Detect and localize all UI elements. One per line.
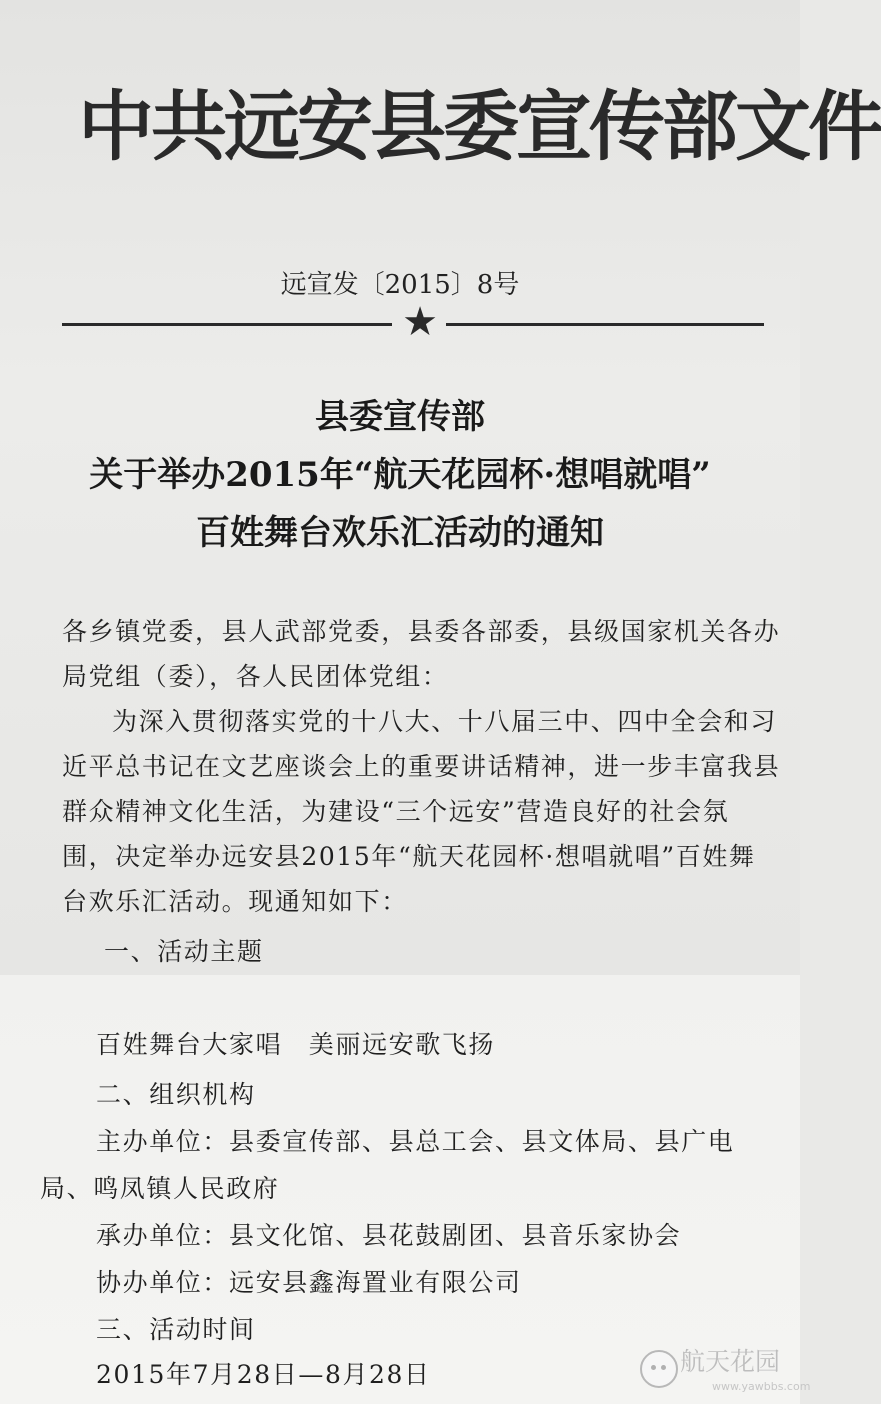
- body-line: 台欢乐汇活动。现通知如下：: [62, 887, 408, 916]
- body-line: 2015年7月28日—8月28日: [96, 1360, 431, 1389]
- section-heading: 三、活动时间: [96, 1315, 256, 1344]
- notice-title-line-2: 关于举办2015年“航天花园杯·想唱就唱”: [89, 455, 711, 495]
- header-rule-right: [446, 323, 764, 326]
- document-number: 远宣发〔2015〕8号: [280, 270, 520, 300]
- header-rule-left: [62, 323, 392, 326]
- body-line: 承办单位：县文化馆、县花鼓剧团、县音乐家协会: [96, 1221, 682, 1250]
- body-line: 群众精神文化生活，为建设“三个远安”营造良好的社会氛: [62, 797, 730, 826]
- body-line: 局、鸣凤镇人民政府: [40, 1174, 280, 1203]
- section-heading: 二、组织机构: [96, 1080, 256, 1109]
- section-heading: 一、活动主题: [104, 937, 264, 966]
- notice-title-line-3: 百姓舞台欢乐汇活动的通知: [196, 513, 604, 553]
- body-line: 各乡镇党委，县人武部党委，县委各部委，县级国家机关各办: [62, 617, 781, 646]
- body-line: 近平总书记在文艺座谈会上的重要讲话精神，进一步丰富我县: [62, 752, 781, 781]
- body-line: 围，决定举办远安县2015年“航天花园杯·想唱就唱”百姓舞: [62, 842, 756, 871]
- wechat-icon: [640, 1350, 678, 1388]
- notice-title-line-1: 县委宣传部: [315, 397, 485, 437]
- body-line: 局党组（委），各人民团体党组：: [62, 662, 449, 691]
- watermark: [628, 1344, 811, 1400]
- watermark-name: 航天花园: [680, 1347, 781, 1376]
- body-line: 主办单位：县委宣传部、县总工会、县文体局、县广电: [96, 1127, 735, 1156]
- star-icon: ★: [402, 299, 438, 345]
- theme-line: 百姓舞台大家唱 美丽远安歌飞扬: [96, 1030, 496, 1059]
- watermark-url: www.yawbbs.com: [712, 1380, 811, 1393]
- body-line: 为深入贯彻落实党的十八大、十八届三中、四中全会和习: [112, 707, 778, 736]
- body-line: 协办单位：远安县鑫海置业有限公司: [96, 1268, 522, 1297]
- document-header-title: 中共远安县委宣传部文件: [78, 82, 881, 171]
